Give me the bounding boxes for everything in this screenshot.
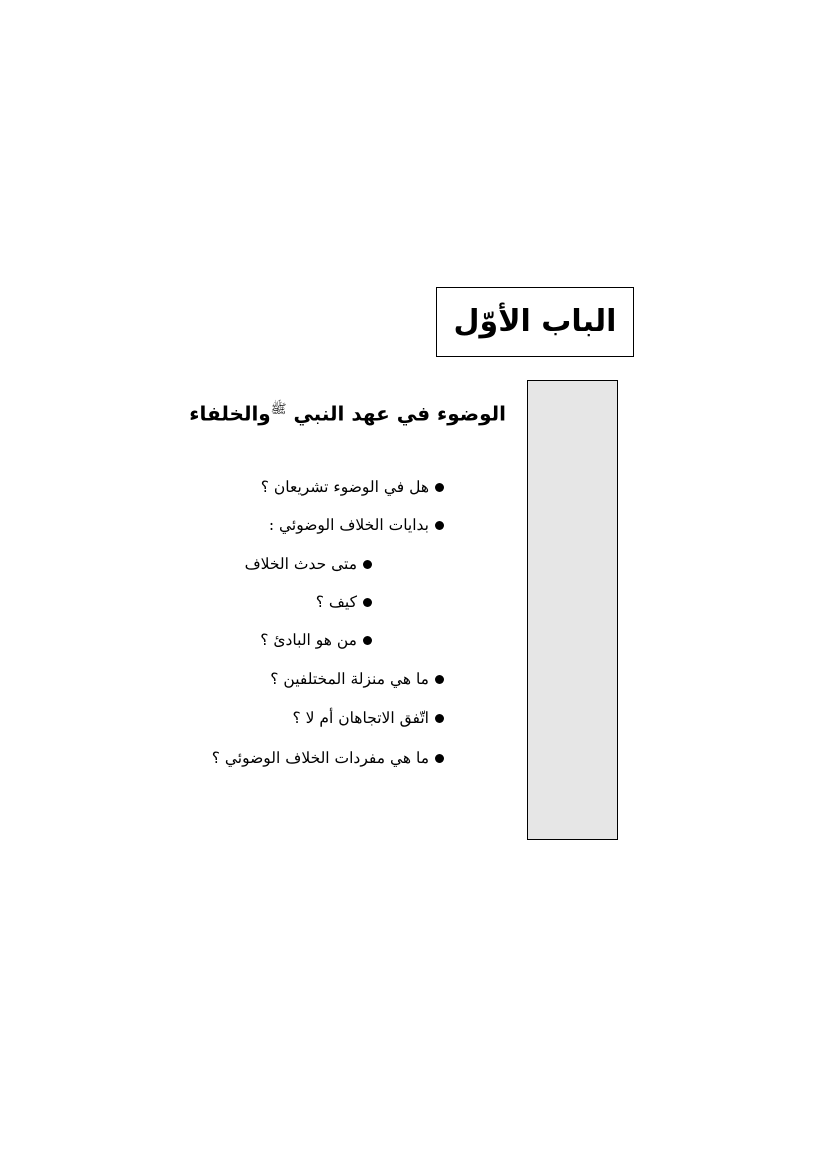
- chapter-heading-box: [436, 287, 634, 357]
- topic-item: [292, 706, 444, 730]
- bullet-icon: [363, 636, 372, 645]
- chapter-title: الباب الأوّل: [453, 304, 617, 339]
- topic-text: هل في الوضوء تشريعان ؟: [260, 478, 429, 496]
- topic-text: متى حدث الخلاف: [244, 555, 357, 573]
- topic-text: اتّفق الاتجاهان أم لا ؟: [292, 709, 429, 727]
- bullet-icon: [435, 521, 444, 530]
- bullet-icon: [363, 560, 372, 569]
- section-title-suffix: والخلفاء: [189, 401, 271, 426]
- section-title-main: الوضوء في عهد النبي: [293, 401, 506, 426]
- bullet-icon: [435, 483, 444, 492]
- topic-text: ما هي مفردات الخلاف الوضوئي ؟: [211, 749, 429, 767]
- bullet-icon: [363, 598, 372, 607]
- subtopic-item: [260, 628, 372, 652]
- topic-item: [212, 746, 444, 770]
- topic-text: ما هي منزلة المختلفين ؟: [270, 670, 429, 688]
- bullet-icon: [435, 754, 444, 763]
- honorific-mark: ﷺ: [270, 402, 287, 417]
- subtopic-item: [245, 552, 372, 576]
- topic-text: كيف ؟: [315, 593, 357, 611]
- bullet-icon: [435, 714, 444, 723]
- bullet-icon: [435, 675, 444, 684]
- section-title: [189, 393, 506, 431]
- topic-item: [270, 667, 444, 691]
- topic-item: [261, 475, 444, 499]
- topic-text: من هو البادئ ؟: [260, 631, 357, 649]
- side-panel: [527, 380, 618, 840]
- topic-item: [269, 513, 444, 537]
- topic-text: بدايات الخلاف الوضوئي :: [268, 516, 429, 534]
- subtopic-item: [316, 590, 372, 614]
